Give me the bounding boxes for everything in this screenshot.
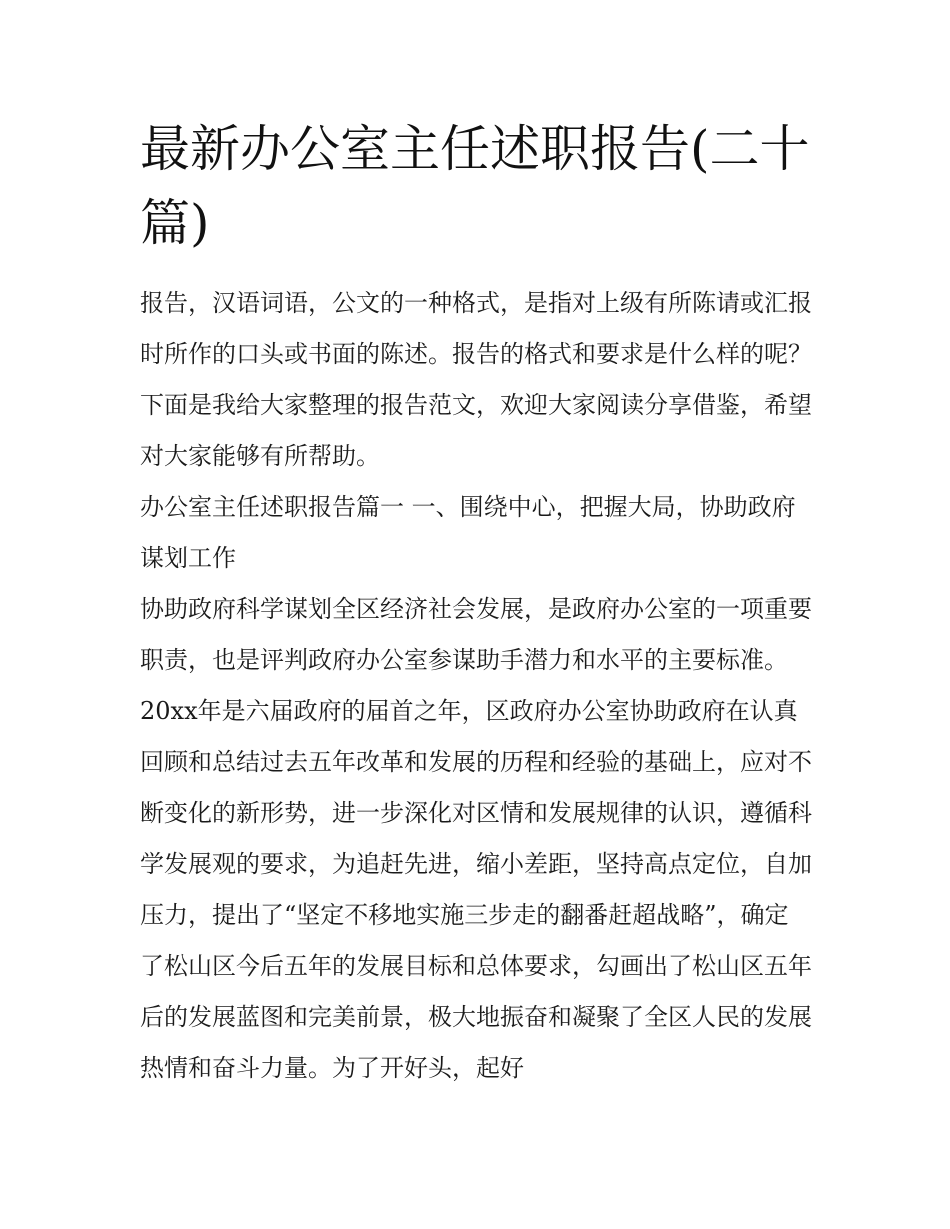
document-body <box>140 278 812 1094</box>
document-title: 最新办公室主任述职报告(二十篇) <box>140 120 810 252</box>
body-paragraph: 协助政府科学谋划全区经济社会发展，是政府办公室的一项重要职责，也是评判政府办公室参谋助手潜力和水平的主要标准。20xx年是六届政府的届首之年，区政府办公室协助政府在认真回顾和总结过去五年改革和发展的历程和经验的基础上，应对不断变化的新形势，进一步深化对区情和发展规律的认识，遵循科学发展观的要求，为追赶先进，缩小差距，坚持高点定位，自加压力，提出了“坚定不移地实施三步走的翻番赶超战略”，确定了松山区今后五年的发展目标和总体要求，勾画出了松山区五年后的发展蓝图和完美前景，极大地振奋和凝聚了全区人民的发展热情和奋斗力量。为了开好头，起好 <box>140 595 812 1082</box>
section-heading-paragraph: 办公室主任述职报告篇一 一、围绕中心，把握大局，协助政府谋划工作 <box>140 493 796 572</box>
intro-paragraph: 报告，汉语词语，公文的一种格式，是指对上级有所陈请或汇报时所作的口头或书面的陈述。报告的格式和要求是什么样的呢？下面是我给大家整理的报告范文，欢迎大家阅读分享借鉴，希望对大家能够有所帮助。 <box>140 289 812 470</box>
